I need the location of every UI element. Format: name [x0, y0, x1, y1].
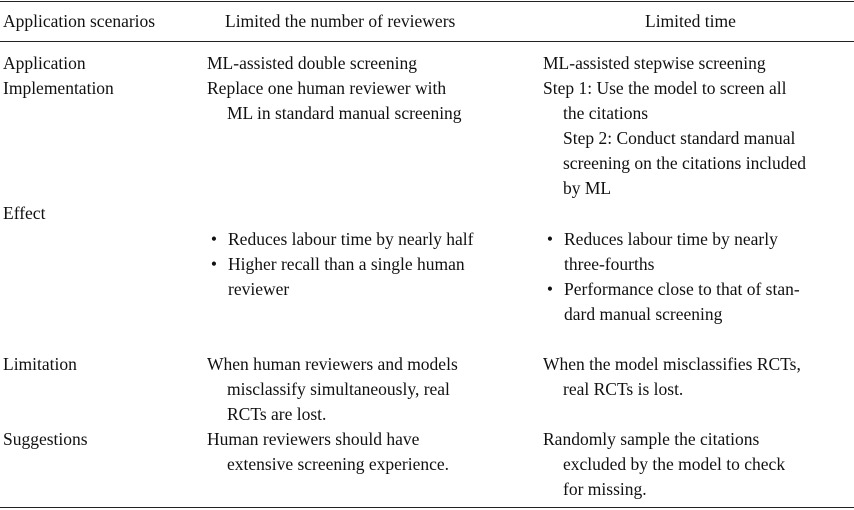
bullet-item [207, 227, 527, 252]
implementation-time-cell [543, 76, 853, 201]
text-line: real RCTs is lost. [563, 379, 684, 399]
text-line: RCTs are lost. [227, 404, 327, 424]
bullet-text: Reduces labour time by nearly half [228, 229, 474, 249]
row-label-implementation: Implementation [3, 78, 114, 98]
header-limited-reviewers: Limited the number of reviewers [225, 11, 456, 31]
bullet-item [207, 252, 527, 277]
step-1-continuation: the citations [563, 103, 649, 123]
bullet-icon: • [546, 279, 554, 299]
row-label-limitation: Limitation [3, 354, 77, 374]
bullet-continuation: dard manual screening [564, 304, 723, 324]
bullet-item [543, 277, 853, 302]
row-label-application: Application [3, 53, 86, 73]
limitation-time-cell [543, 352, 853, 402]
bullet-icon: • [210, 254, 218, 274]
text-line: Randomly sample the citations [543, 429, 760, 449]
step-1-line: Step 1: Use the model to screen all [543, 78, 787, 98]
text-line: Human reviewers should have [207, 429, 420, 449]
limitation-reviewers-cell [207, 352, 527, 427]
header-limited-time: Limited time [645, 11, 736, 31]
text-line: When the model misclassifies RCTs, [543, 354, 801, 374]
text-line: Replace one human reviewer with [207, 78, 447, 98]
text-line: misclassify simultaneously, real [227, 379, 450, 399]
bullet-icon: • [210, 229, 218, 249]
header-application-scenarios: Application scenarios [3, 11, 156, 31]
row-label-effect: Effect [3, 203, 46, 223]
suggestions-time-cell [543, 427, 853, 502]
effect-time-cell [543, 227, 853, 327]
row-label-suggestions: Suggestions [3, 429, 88, 449]
effect-reviewers-cell [207, 227, 527, 302]
text-line: excluded by the model to check [563, 454, 786, 474]
bullet-item [543, 227, 853, 252]
implementation-reviewers-cell [207, 76, 527, 126]
bullet-text: Reduces labour time by nearly [564, 229, 778, 249]
text-line: extensive screening experience. [227, 454, 450, 474]
application-time-cell: ML-assisted stepwise screening [543, 53, 766, 73]
step-2-continuation: by ML [563, 178, 612, 198]
bullet-icon: • [546, 229, 554, 249]
table-top-rule [0, 1, 854, 2]
table-bottom-rule [0, 507, 854, 508]
bullet-continuation: three-fourths [564, 254, 655, 274]
suggestions-reviewers-cell [207, 427, 527, 477]
table-header-rule [0, 41, 854, 42]
text-line: ML in standard manual screening [227, 103, 462, 123]
bullet-text: Higher recall than a single human [228, 254, 465, 274]
application-reviewers-cell: ML-assisted double screening [207, 53, 417, 73]
text-line: When human reviewers and models [207, 354, 458, 374]
text-line: for missing. [563, 479, 647, 499]
bullet-continuation: reviewer [228, 279, 290, 299]
bullet-text: Performance close to that of stan- [564, 279, 800, 299]
step-2-line: Step 2: Conduct standard manual [563, 128, 796, 148]
step-2-continuation: screening on the citations included [563, 153, 806, 173]
